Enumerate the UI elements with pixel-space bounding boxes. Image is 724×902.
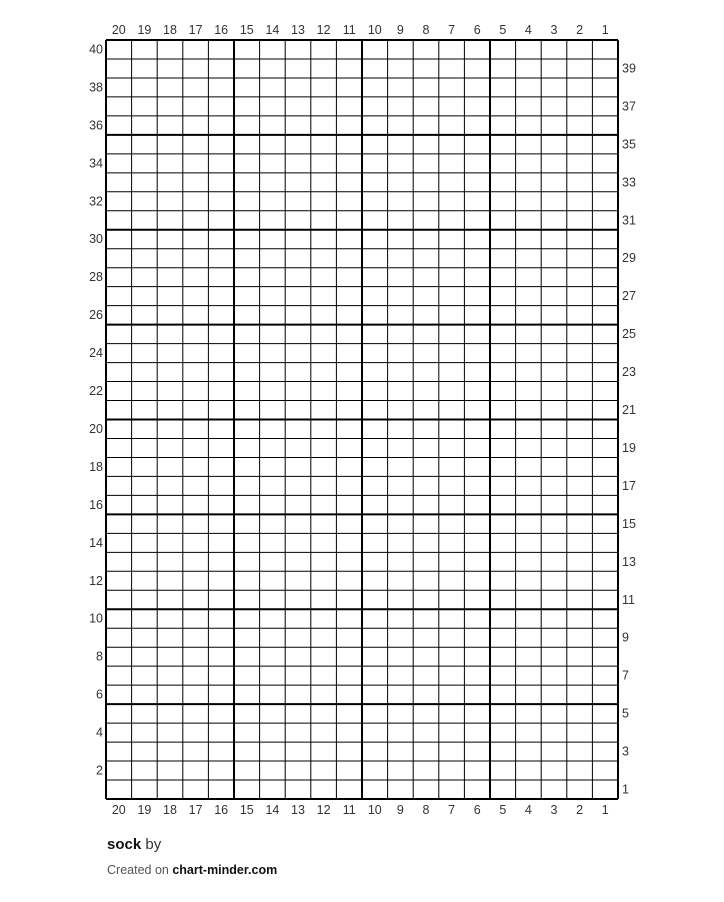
row-label-right: 33 bbox=[622, 175, 636, 190]
column-label-bottom: 12 bbox=[316, 803, 331, 817]
row-label-right: 11 bbox=[622, 592, 635, 607]
row-label-right: 19 bbox=[622, 440, 636, 455]
row-label-left: 38 bbox=[89, 80, 103, 95]
column-label-bottom: 6 bbox=[473, 803, 481, 817]
column-label-top: 5 bbox=[499, 23, 507, 37]
row-label-right: 35 bbox=[622, 137, 636, 152]
row-label-right: 27 bbox=[622, 289, 636, 304]
row-label-left: 22 bbox=[89, 384, 103, 399]
row-label-right: 37 bbox=[622, 99, 636, 114]
column-labels-bottom bbox=[112, 803, 609, 817]
row-label-left: 36 bbox=[89, 118, 103, 133]
row-label-left: 8 bbox=[96, 649, 103, 664]
row-label-right: 1 bbox=[622, 782, 629, 797]
row-labels-left bbox=[89, 42, 103, 777]
column-label-bottom: 8 bbox=[422, 803, 430, 817]
column-label-top: 19 bbox=[137, 23, 152, 37]
column-label-bottom: 5 bbox=[499, 803, 507, 817]
row-label-left: 34 bbox=[89, 156, 103, 171]
column-label-top: 4 bbox=[524, 23, 532, 37]
column-label-top: 16 bbox=[214, 23, 229, 37]
row-label-left: 32 bbox=[89, 194, 103, 209]
row-label-left: 12 bbox=[89, 573, 103, 588]
credit-line bbox=[107, 863, 277, 877]
column-label-bottom: 13 bbox=[291, 803, 305, 817]
row-label-right: 21 bbox=[622, 403, 636, 418]
column-label-top: 12 bbox=[316, 23, 331, 37]
pattern-title bbox=[107, 836, 161, 853]
column-label-bottom: 17 bbox=[188, 803, 203, 817]
row-label-right: 5 bbox=[622, 706, 629, 721]
pattern-name: sock bbox=[107, 836, 142, 853]
column-label-top: 6 bbox=[473, 23, 481, 37]
column-label-top: 7 bbox=[448, 23, 456, 37]
row-label-right: 9 bbox=[622, 630, 629, 645]
row-label-right: 39 bbox=[622, 61, 636, 76]
column-label-bottom: 4 bbox=[524, 803, 532, 817]
column-label-top: 20 bbox=[111, 23, 126, 37]
row-label-right: 15 bbox=[622, 516, 636, 531]
row-label-left: 40 bbox=[89, 42, 103, 57]
column-label-bottom: 20 bbox=[111, 803, 126, 817]
row-label-left: 20 bbox=[89, 421, 103, 436]
row-label-right: 29 bbox=[622, 251, 636, 266]
row-label-left: 6 bbox=[96, 687, 103, 702]
column-labels-top bbox=[112, 23, 609, 37]
column-label-bottom: 1 bbox=[601, 803, 609, 817]
row-label-right: 31 bbox=[622, 213, 636, 228]
row-label-left: 4 bbox=[96, 725, 103, 740]
row-label-left: 30 bbox=[89, 232, 103, 247]
column-label-bottom: 15 bbox=[239, 803, 254, 817]
column-label-top: 15 bbox=[239, 23, 254, 37]
column-label-bottom: 9 bbox=[396, 803, 404, 817]
column-label-bottom: 3 bbox=[550, 803, 558, 817]
row-label-left: 28 bbox=[89, 270, 103, 285]
column-label-bottom: 14 bbox=[265, 803, 280, 817]
row-label-left: 26 bbox=[89, 308, 103, 323]
column-label-top: 17 bbox=[188, 23, 203, 37]
column-label-top: 18 bbox=[163, 23, 177, 37]
column-label-top: 1 bbox=[601, 23, 609, 37]
column-label-top: 2 bbox=[576, 23, 584, 37]
site-link[interactable]: chart-minder.com bbox=[172, 863, 278, 877]
column-label-bottom: 2 bbox=[576, 803, 584, 817]
column-label-bottom: 10 bbox=[367, 803, 382, 817]
row-label-left: 18 bbox=[89, 459, 103, 474]
column-label-bottom: 7 bbox=[448, 803, 456, 817]
column-label-top: 13 bbox=[291, 23, 305, 37]
column-label-top: 14 bbox=[265, 23, 280, 37]
row-label-right: 7 bbox=[622, 668, 629, 683]
column-label-bottom: 19 bbox=[137, 803, 152, 817]
row-label-right: 3 bbox=[622, 744, 629, 759]
chart-grid bbox=[106, 40, 618, 799]
column-label-bottom: 18 bbox=[163, 803, 177, 817]
pattern-author-label: by bbox=[145, 836, 162, 853]
row-label-right: 17 bbox=[622, 478, 636, 493]
column-label-top: 3 bbox=[550, 23, 558, 37]
row-label-right: 25 bbox=[622, 327, 636, 342]
row-label-right: 23 bbox=[622, 365, 636, 380]
column-label-top: 11 bbox=[342, 23, 356, 37]
column-label-top: 9 bbox=[396, 23, 404, 37]
column-label-top: 8 bbox=[422, 23, 430, 37]
row-label-left: 16 bbox=[89, 497, 103, 512]
row-label-left: 14 bbox=[89, 535, 103, 550]
row-label-right: 13 bbox=[622, 554, 636, 569]
row-label-left: 24 bbox=[89, 346, 103, 361]
row-label-left: 2 bbox=[96, 763, 103, 778]
column-label-bottom: 11 bbox=[342, 803, 356, 817]
column-label-top: 10 bbox=[367, 23, 382, 37]
row-label-left: 10 bbox=[89, 611, 103, 626]
row-labels-right bbox=[622, 61, 636, 796]
created-on-label: Created on bbox=[107, 863, 169, 877]
column-label-bottom: 16 bbox=[214, 803, 229, 817]
